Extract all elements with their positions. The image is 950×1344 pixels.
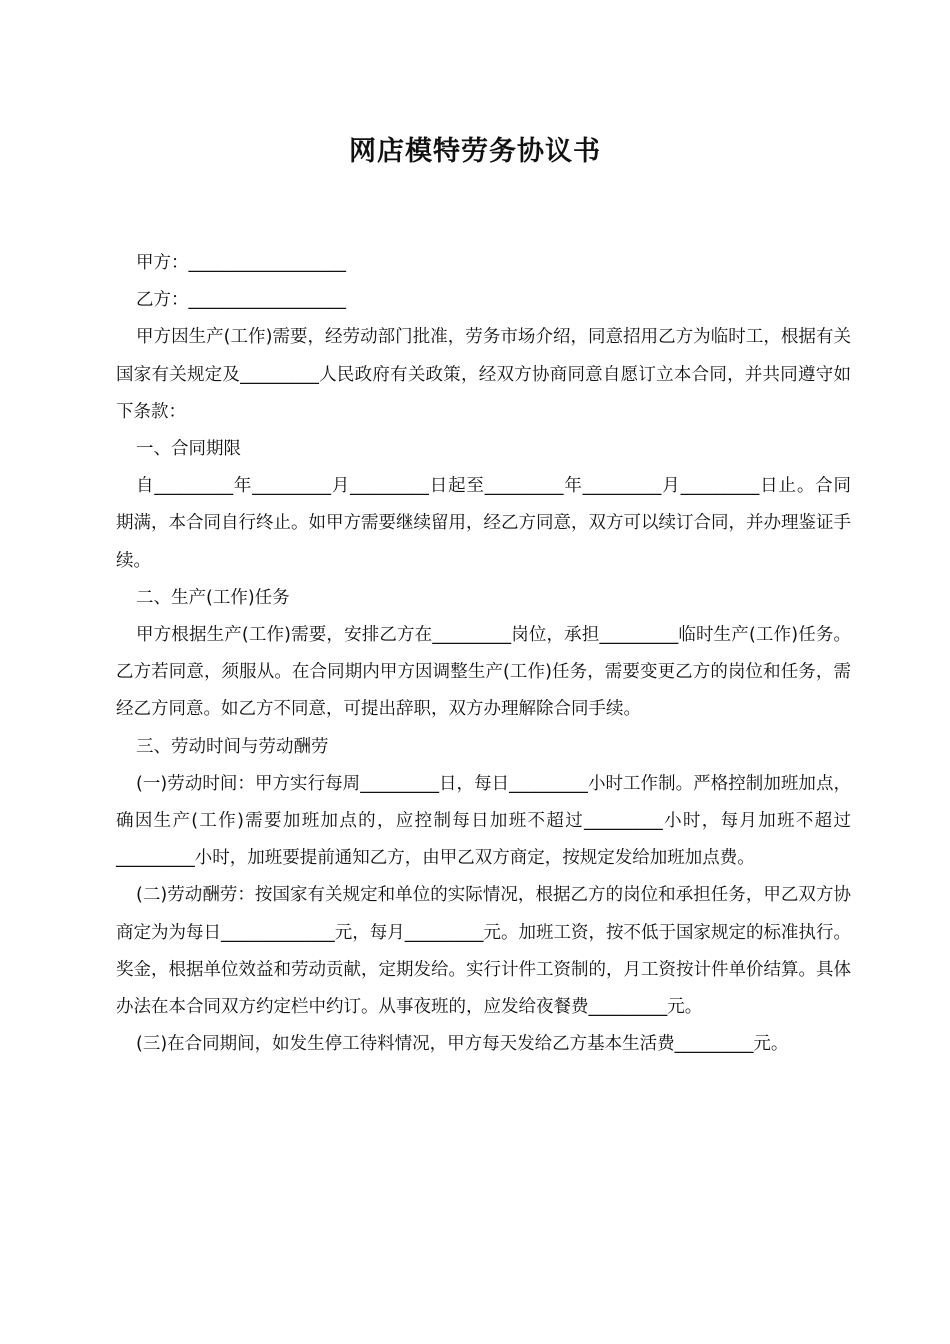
- section-3-heading: 三、劳动时间与劳动酬劳: [136, 736, 329, 757]
- section-3-item-3: (三)在合同期间，如发生停工待料情况，甲方每天发给乙方基本生活费_________元。: [136, 1034, 789, 1055]
- document-title: 网店模特劳务协议书: [349, 136, 601, 167]
- section-2-body: 甲方根据生产(工作)需要，安排乙方在_________岗位，承担_________临时生产(工作)任务。乙方若同意，须服从。在合同期内甲方因调整生产(工作)任务，需要变更乙方的岗位和任务，需经乙方同意。如乙方不同意，可提出辞职，双方办理解除合同手续。: [116, 625, 851, 720]
- party-a-line: 甲方：__________________: [136, 253, 346, 273]
- intro-paragraph: 甲方因生产(工作)需要，经劳动部门批准，劳务市场介绍，同意招用乙方为临时工，根据有关国家有关规定及_________人民政府有关政策，经双方协商同意自愿订立本合同，并共同遵守如下条款：: [116, 327, 851, 422]
- section-3-item-1: (一)劳动时间：甲方实行每周_________日，每日_________小时工作制。严格控制加班加点，确因生产(工作)需要加班加点的，应控制每日加班不超过_________小时，每月加班不超过_________小时，加班要提前通知乙方，由甲乙双方商定，按规定发给加班加点费。: [116, 773, 851, 869]
- document-body: [116, 245, 851, 1063]
- section-1-heading: 一、合同期限: [136, 439, 241, 460]
- section-3-item-2: (二)劳动酬劳：按国家有关规定和单位的实际情况，根据乙方的岗位和承担任务，甲乙双方协商定为为每日_____________元，每月_________元。加班工资，按不低于国家规定的标准执行。奖金，根据单位效益和劳动贡献，定期发给。实行计件工资制的，月工资按计件单价结算。具体办法在本合同双方约定栏中约订。从事夜班的，应发给夜餐费_________元。: [116, 885, 851, 1018]
- section-1-body: 自_________年_________月_________日起至_________年_________月_________日止。合同期满，本合同自行终止。如甲方需要继续留用，经乙方同意，双方可以续订合同，并办理鉴证手续。: [116, 476, 851, 571]
- section-2-heading: 二、生产(工作)任务: [136, 587, 290, 608]
- party-b-line: 乙方：__________________: [136, 290, 346, 311]
